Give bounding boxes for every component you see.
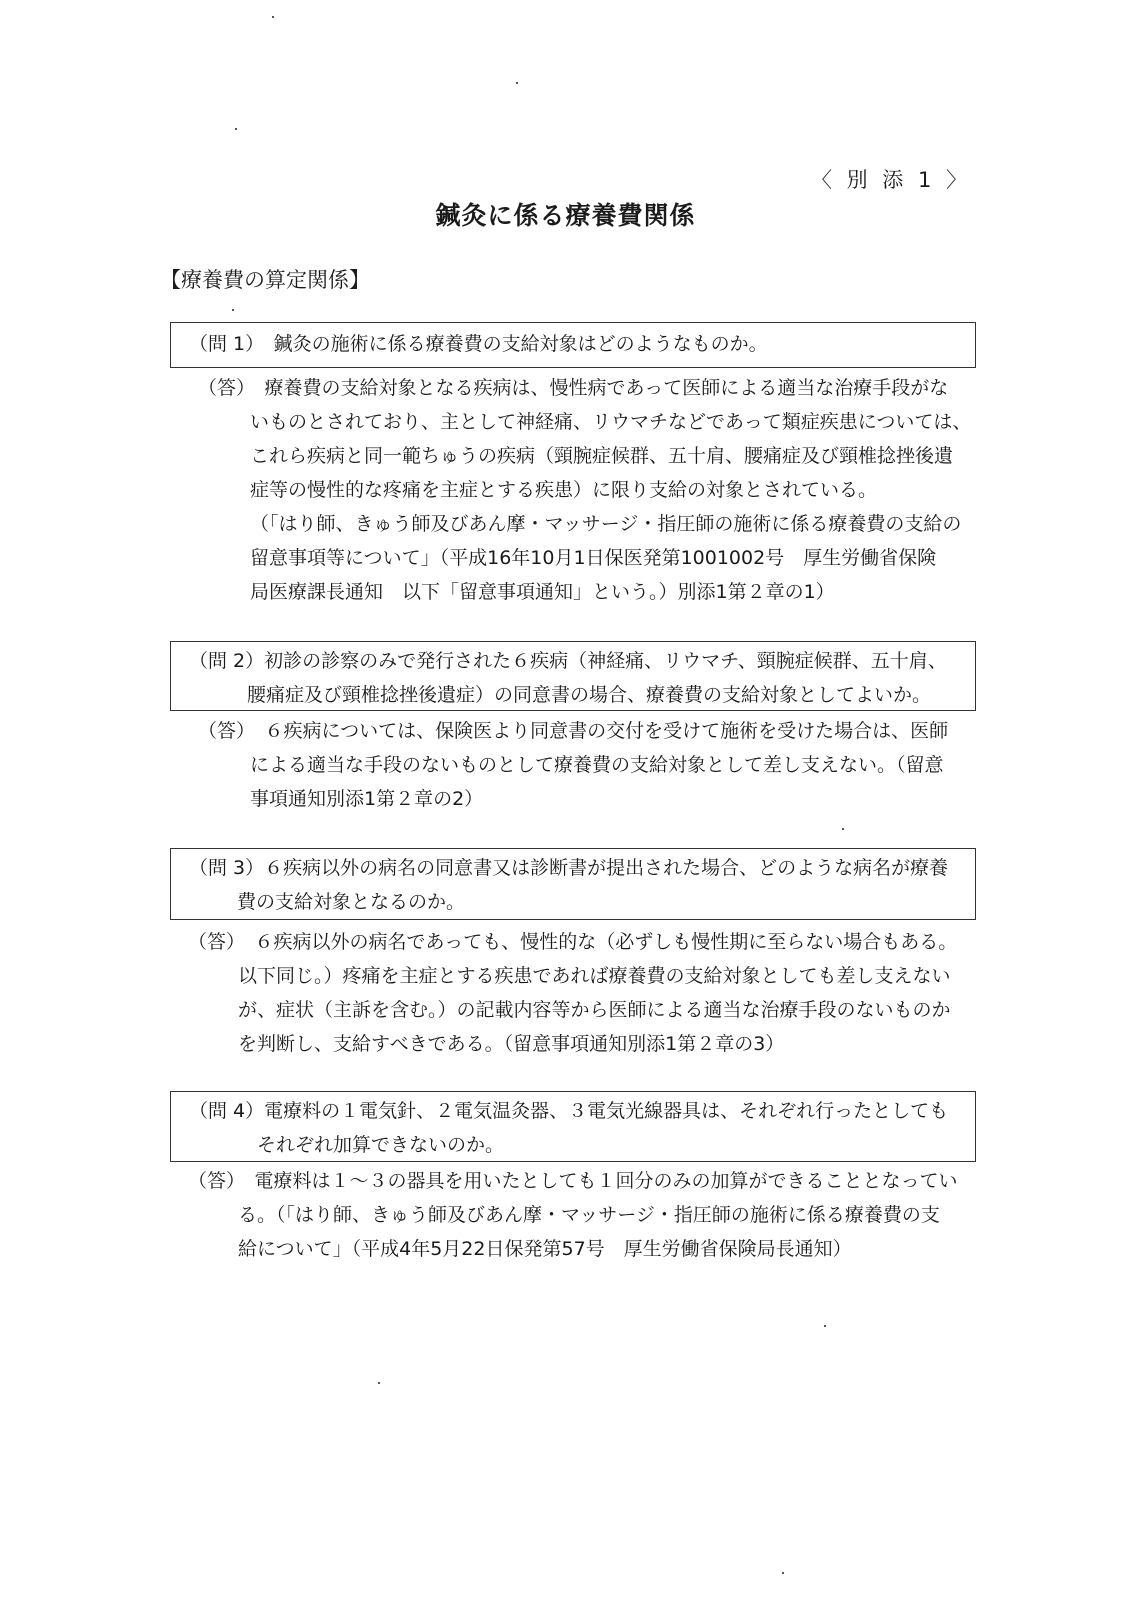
question-line: （問 2）初診の診察のみで発行された６疾病（神経痛、リウマチ、頸腕症候群、五十肩、 [189,650,947,672]
question-line: それぞれ加算できないのか。 [257,1134,505,1156]
question-line: （問 3）６疾病以外の病名の同意書又は診断書が提出された場合、どのような病名が療養 [189,857,949,879]
answer-line: 局医療課長通知 以下「留意事項通知」という。）別添1第２章の1） [250,581,835,603]
question-line: （問 4）電療料の１電気針、２電気温灸器、３電気光線器具は、それぞれ行ったとしても [189,1100,949,1122]
question-line: 腰痛症及び頸椎捻挫後遺症）の同意書の場合、療養費の支給対象としてよいか。 [247,684,932,706]
answer-block-4 [188,1164,958,1266]
attachment-label: 〈 別 添 1 〉 [810,168,971,192]
document-title: 鍼灸に係る療養費関係 [435,201,696,230]
scan-speck [272,16,274,18]
answer-block-1 [198,371,971,609]
question-box-1 [170,322,976,368]
answer-line: （答） 療養費の支給対象となる疾病は、慢性病であって医師による適当な治療手段がな [198,377,949,399]
answer-line: 症等の慢性的な疼痛を主症とする疾患）に限り支給の対象とされている。 [250,479,878,501]
answer-line: （答） ６疾病以外の病名であっても、慢性的な（必ずしも慢性期に至らない場合もある。 [188,931,958,953]
answer-line: 留意事項等について」（平成16年10月1日保医発第1001002号 厚生労働省保険 [250,547,937,569]
scan-speck [235,128,237,130]
answer-line: 給について」（平成4年5月22日保発第57号 厚生労働省保険局長通知） [238,1238,852,1260]
answer-line: （「はり師、きゅう師及びあん摩・マッサージ・指圧師の施術に係る療養費の支給の [250,513,962,535]
question-line: 費の支給対象となるのか。 [237,891,466,913]
answer-line: 事項通知別添1第２章の2） [250,788,484,810]
scan-speck [782,1572,784,1574]
answer-line: いものとされており、主として神経痛、リウマチなどであって類症疾患については、 [250,411,972,433]
scan-speck [378,1382,380,1384]
answer-line: を判断し、支給すべきである。（留意事項通知別添1第２章の3） [238,1033,785,1055]
scan-speck [824,1325,826,1327]
answer-line: による適当な手段のないものとして療養費の支給対象として差し支えない。（留意 [250,754,944,776]
scan-speck [232,309,234,311]
answer-block-3 [188,925,957,1061]
scan-speck [516,82,518,84]
answer-line: （答） ６疾病については、保険医より同意書の交付を受けて施術を受けた場合は、医師 [198,720,949,742]
answer-line: る。（「はり師、きゅう師及びあん摩・マッサージ・指圧師の施術に係る療養費の支 [238,1204,940,1226]
answer-line: が、症状（主訴を含む。）の記載内容等から医師による適当な治療手段のないものか [238,999,951,1021]
answer-block-2 [198,714,948,816]
scan-speck [842,828,844,830]
answer-line: 以下同じ。）疼痛を主症とする疾患であれば療養費の支給対象としても差し支えない [238,965,951,987]
question-box-2 [170,641,976,711]
question-line: （問 1） 鍼灸の施術に係る療養費の支給対象はどのようなものか。 [189,333,768,355]
question-box-3 [170,848,976,920]
section-heading: 【療養費の算定関係】 [160,268,370,292]
answer-line: （答） 電療料は１～３の器具を用いたとしても１回分のみの加算ができることとなってい [188,1170,958,1192]
question-box-4 [170,1091,976,1162]
answer-line: これら疾病と同一範ちゅうの疾病（頸腕症候群、五十肩、腰痛症及び頸椎捻挫後遺 [250,445,954,467]
